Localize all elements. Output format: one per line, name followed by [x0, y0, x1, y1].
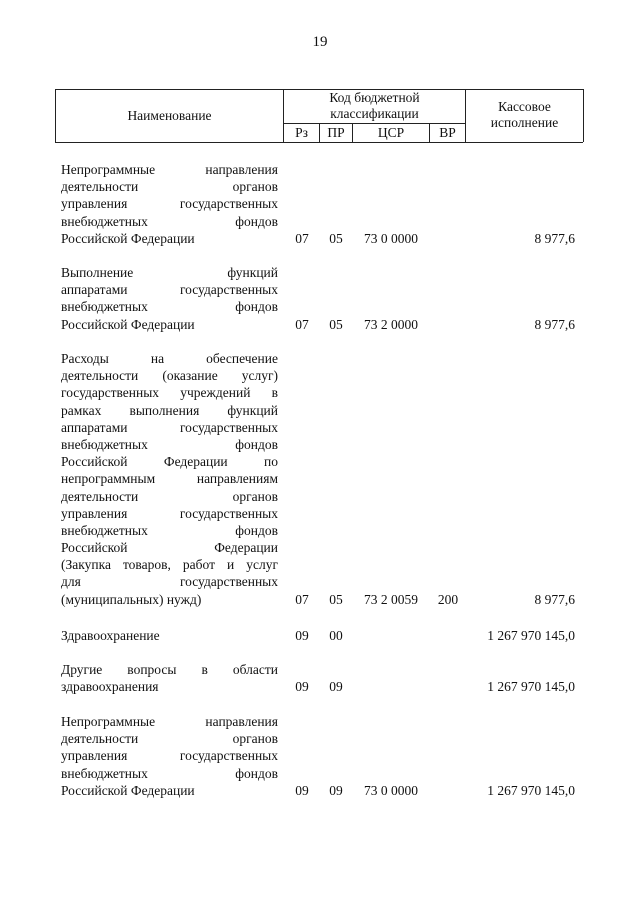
row-name: Непрограммные направления деятельности органов управления государственных внебюджетных фондов Российской Федерации [61, 162, 278, 246]
header-rz: Рз [295, 125, 308, 140]
row-vr: 200 [437, 591, 459, 607]
header-pr: ПР [327, 125, 345, 140]
row-amount: 8 977,6 [534, 316, 575, 332]
row-csr: 73 0 0000 [364, 782, 418, 798]
row-pr: 00 [329, 628, 343, 643]
row-csr: 73 2 0059 [364, 591, 418, 607]
row-amount: 1 267 970 145,0 [487, 679, 575, 695]
row-amount: 8 977,6 [534, 591, 575, 607]
page-number: 19 [312, 34, 328, 50]
header-cash: Кассовое исполнение [490, 99, 559, 130]
row-rz: 09 [295, 628, 309, 643]
row-rz: 07 [295, 591, 309, 607]
row-amount: 1 267 970 145,0 [487, 782, 575, 798]
row-pr: 05 [329, 591, 343, 607]
row-name: Расходы на обеспечение деятельности (оказание услуг) государственных учреждений в рамках выполнения функций аппаратами государственных внебюджетных фондов Российской Федерации по непрограммным направлениям деятельности органов управления государственных внебюджетных фондов Российской Федерации (Закупка товаров, работ и услуг для государственных (муниципальных) нужд) [61, 351, 278, 607]
row-name: Здравоохранение [61, 628, 160, 643]
row-amount: 8 977,6 [534, 230, 575, 246]
row-csr: 73 2 0000 [364, 316, 418, 332]
row-amount: 1 267 970 145,0 [487, 628, 575, 643]
row-pr: 05 [329, 316, 343, 332]
row-pr: 09 [329, 679, 343, 695]
row-rz: 07 [295, 230, 309, 246]
header-name: Наименование [127, 108, 212, 123]
row-csr: 73 0 0000 [364, 230, 418, 246]
header-csr: ЦСР [377, 125, 405, 140]
row-rz: 09 [295, 782, 309, 798]
row-name: Непрограммные направления деятельности органов управления государственных внебюджетных фондов Российской Федерации [61, 714, 278, 798]
header-vr: ВР [439, 125, 456, 140]
row-pr: 05 [329, 230, 343, 246]
row-pr: 09 [329, 782, 343, 798]
row-name: Другие вопросы в области здравоохранения [61, 662, 278, 695]
row-rz: 07 [295, 316, 309, 332]
row-name: Выполнение функций аппаратами государственных внебюджетных фондов Российской Федерации [61, 265, 278, 332]
header-code-group: Код бюджетной классификации [329, 90, 420, 121]
row-rz: 09 [295, 679, 309, 695]
